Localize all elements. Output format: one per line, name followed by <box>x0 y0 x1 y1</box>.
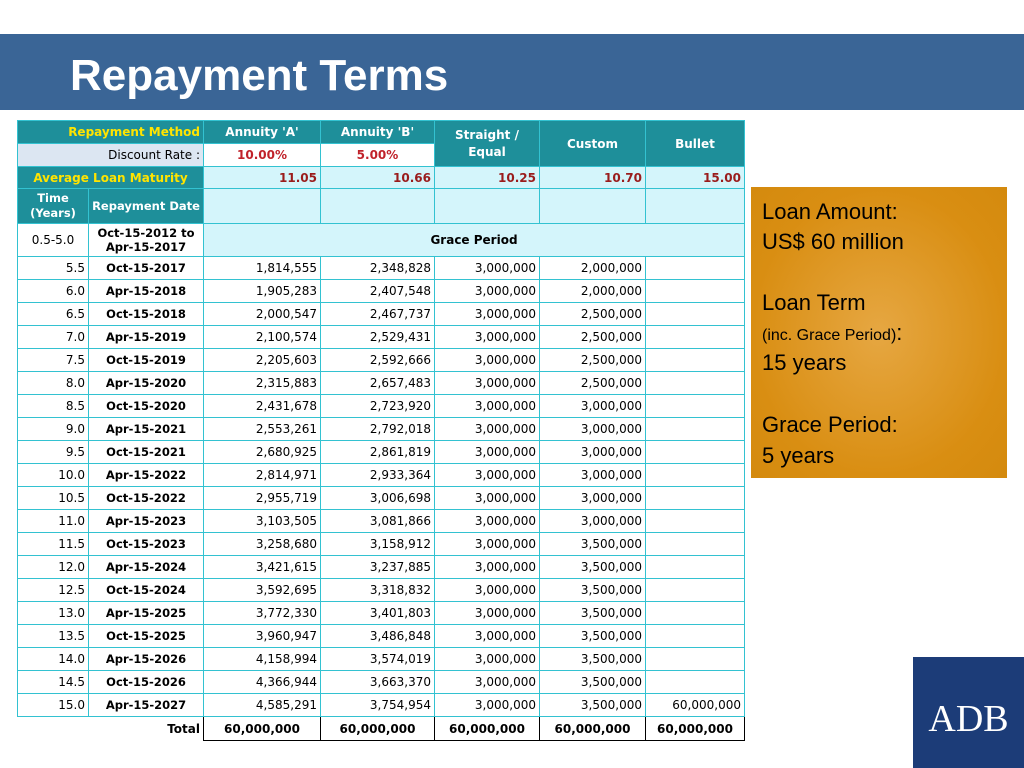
row-custom: 3,000,000 <box>540 510 646 533</box>
row-annuity-b: 3,574,019 <box>321 648 435 671</box>
table-row <box>18 280 745 303</box>
repayment-table <box>17 120 745 741</box>
row-annuity-b: 3,663,370 <box>321 671 435 694</box>
row-custom: 3,500,000 <box>540 625 646 648</box>
row-straight: 3,000,000 <box>435 303 540 326</box>
row-date: Oct-15-2017 <box>89 257 204 280</box>
row-custom: 3,500,000 <box>540 671 646 694</box>
row-date: Apr-15-2022 <box>89 464 204 487</box>
row-straight: 3,000,000 <box>435 487 540 510</box>
row-date: Oct-15-2019 <box>89 349 204 372</box>
grace-time: 0.5-5.0 <box>18 224 89 257</box>
total-custom: 60,000,000 <box>540 717 646 741</box>
total-label: Total <box>89 717 204 741</box>
row-annuity-b: 3,081,866 <box>321 510 435 533</box>
row-annuity-a: 3,592,695 <box>204 579 321 602</box>
row-annuity-a: 2,315,883 <box>204 372 321 395</box>
time-header: Time (Years) <box>18 189 89 224</box>
row-custom: 3,500,000 <box>540 694 646 717</box>
row-annuity-a: 4,158,994 <box>204 648 321 671</box>
row-date: Apr-15-2019 <box>89 326 204 349</box>
row-time: 8.0 <box>18 372 89 395</box>
row-straight: 3,000,000 <box>435 372 540 395</box>
row-custom: 3,500,000 <box>540 533 646 556</box>
row-time: 10.5 <box>18 487 89 510</box>
loan-term-value: 15 years <box>762 350 847 375</box>
row-annuity-a: 1,814,555 <box>204 257 321 280</box>
row-straight: 3,000,000 <box>435 556 540 579</box>
table-row <box>18 303 745 326</box>
avg-maturity-bullet: 15.00 <box>646 167 745 189</box>
row-annuity-b: 3,486,848 <box>321 625 435 648</box>
row-annuity-b: 2,592,666 <box>321 349 435 372</box>
row-bullet <box>646 372 745 395</box>
row-annuity-b: 2,407,548 <box>321 280 435 303</box>
row-custom: 3,000,000 <box>540 487 646 510</box>
table-row <box>18 556 745 579</box>
row-date: Apr-15-2024 <box>89 556 204 579</box>
repayment-method-label: Repayment Method <box>18 121 204 144</box>
row-straight: 3,000,000 <box>435 326 540 349</box>
row-straight: 3,000,000 <box>435 579 540 602</box>
row-bullet <box>646 510 745 533</box>
row-date: Apr-15-2025 <box>89 602 204 625</box>
row-custom: 3,000,000 <box>540 441 646 464</box>
row-custom: 2,500,000 <box>540 349 646 372</box>
row-custom: 3,500,000 <box>540 602 646 625</box>
total-spacer <box>18 717 89 741</box>
row-annuity-a: 2,553,261 <box>204 418 321 441</box>
row-custom: 3,000,000 <box>540 395 646 418</box>
row-bullet <box>646 556 745 579</box>
table-row <box>18 510 745 533</box>
row-straight: 3,000,000 <box>435 533 540 556</box>
grace-period-value: 5 years <box>762 443 835 468</box>
row-annuity-a: 3,960,947 <box>204 625 321 648</box>
row-time: 9.0 <box>18 418 89 441</box>
row-straight: 3,000,000 <box>435 648 540 671</box>
row-straight: 3,000,000 <box>435 257 540 280</box>
row-bullet <box>646 303 745 326</box>
row-bullet <box>646 395 745 418</box>
total-straight: 60,000,000 <box>435 717 540 741</box>
row-time: 11.5 <box>18 533 89 556</box>
row-time: 6.5 <box>18 303 89 326</box>
row-time: 14.5 <box>18 671 89 694</box>
row-date: Apr-15-2020 <box>89 372 204 395</box>
row-annuity-a: 2,680,925 <box>204 441 321 464</box>
row-annuity-a: 3,258,680 <box>204 533 321 556</box>
row-straight: 3,000,000 <box>435 625 540 648</box>
row-annuity-a: 3,103,505 <box>204 510 321 533</box>
row-annuity-b: 3,401,803 <box>321 602 435 625</box>
row-annuity-b: 3,006,698 <box>321 487 435 510</box>
row-annuity-b: 3,237,885 <box>321 556 435 579</box>
avg-maturity-b: 10.66 <box>321 167 435 189</box>
header-annuity-b: Annuity 'B' <box>321 121 435 144</box>
adb-logo-text: ADB <box>928 698 1009 740</box>
row-time: 7.5 <box>18 349 89 372</box>
table-row <box>18 326 745 349</box>
row-time: 13.0 <box>18 602 89 625</box>
row-annuity-a: 2,814,971 <box>204 464 321 487</box>
row-time: 12.0 <box>18 556 89 579</box>
row-bullet <box>646 602 745 625</box>
table-row <box>18 464 745 487</box>
row-date: Apr-15-2018 <box>89 280 204 303</box>
row-bullet <box>646 533 745 556</box>
row-annuity-a: 3,772,330 <box>204 602 321 625</box>
row-bullet <box>646 625 745 648</box>
loan-info-box <box>751 187 1007 478</box>
avg-maturity-straight: 10.25 <box>435 167 540 189</box>
row-bullet <box>646 648 745 671</box>
row-date: Oct-15-2021 <box>89 441 204 464</box>
row-annuity-a: 2,205,603 <box>204 349 321 372</box>
grace-date: Oct-15-2012 to Apr-15-2017 <box>89 224 204 257</box>
table-row <box>18 349 745 372</box>
row-bullet <box>646 441 745 464</box>
row-bullet <box>646 464 745 487</box>
discount-rate-b: 5.00% <box>321 144 435 167</box>
header-bullet: Bullet <box>646 121 745 167</box>
row-time: 8.5 <box>18 395 89 418</box>
row-straight: 3,000,000 <box>435 349 540 372</box>
row-time: 13.5 <box>18 625 89 648</box>
row-straight: 3,000,000 <box>435 280 540 303</box>
row-annuity-a: 2,431,678 <box>204 395 321 418</box>
row-date: Apr-15-2023 <box>89 510 204 533</box>
row-annuity-b: 3,318,832 <box>321 579 435 602</box>
row-bullet <box>646 579 745 602</box>
table-row <box>18 625 745 648</box>
row-custom: 3,000,000 <box>540 418 646 441</box>
avg-maturity-label: Average Loan Maturity <box>18 167 204 189</box>
row-time: 6.0 <box>18 280 89 303</box>
row-annuity-a: 4,585,291 <box>204 694 321 717</box>
header-custom: Custom <box>540 121 646 167</box>
row-time: 9.5 <box>18 441 89 464</box>
avg-maturity-a: 11.05 <box>204 167 321 189</box>
row-annuity-b: 3,754,954 <box>321 694 435 717</box>
row-custom: 3,500,000 <box>540 556 646 579</box>
row-time: 11.0 <box>18 510 89 533</box>
row-bullet <box>646 326 745 349</box>
row-annuity-b: 2,467,737 <box>321 303 435 326</box>
row-annuity-a: 4,366,944 <box>204 671 321 694</box>
table-row <box>18 602 745 625</box>
row-time: 7.0 <box>18 326 89 349</box>
grace-period-label: Grace Period: <box>762 412 898 437</box>
row-straight: 3,000,000 <box>435 418 540 441</box>
row-annuity-a: 2,000,547 <box>204 303 321 326</box>
row-custom: 2,500,000 <box>540 372 646 395</box>
adb-logo <box>913 657 1024 768</box>
row-bullet: 60,000,000 <box>646 694 745 717</box>
table-row <box>18 257 745 280</box>
loan-term-colon: : <box>896 320 903 345</box>
discount-rate-label: Discount Rate : <box>18 144 204 167</box>
row-annuity-b: 2,792,018 <box>321 418 435 441</box>
row-annuity-b: 2,861,819 <box>321 441 435 464</box>
header-annuity-a: Annuity 'A' <box>204 121 321 144</box>
row-bullet <box>646 349 745 372</box>
row-annuity-a: 1,905,283 <box>204 280 321 303</box>
total-row <box>18 717 745 741</box>
row-date: Oct-15-2020 <box>89 395 204 418</box>
table-row <box>18 395 745 418</box>
row-straight: 3,000,000 <box>435 464 540 487</box>
grace-period-cell: Grace Period <box>204 224 745 257</box>
row-time: 5.5 <box>18 257 89 280</box>
row-straight: 3,000,000 <box>435 671 540 694</box>
loan-term-note-line <box>762 320 902 349</box>
row-date: Oct-15-2018 <box>89 303 204 326</box>
total-annuity-a: 60,000,000 <box>204 717 321 741</box>
loan-amount-label: Loan Amount: <box>762 199 898 224</box>
row-date: Apr-15-2021 <box>89 418 204 441</box>
row-custom: 2,000,000 <box>540 257 646 280</box>
row-annuity-a: 2,955,719 <box>204 487 321 510</box>
row-annuity-b: 3,158,912 <box>321 533 435 556</box>
row-annuity-b: 2,529,431 <box>321 326 435 349</box>
row-custom: 2,000,000 <box>540 280 646 303</box>
table-row <box>18 441 745 464</box>
row-annuity-b: 2,657,483 <box>321 372 435 395</box>
loan-amount-value: US$ 60 million <box>762 229 904 254</box>
total-annuity-b: 60,000,000 <box>321 717 435 741</box>
row-bullet <box>646 671 745 694</box>
discount-rate-a: 10.00% <box>204 144 321 167</box>
row-date: Oct-15-2025 <box>89 625 204 648</box>
table-row <box>18 372 745 395</box>
row-time: 15.0 <box>18 694 89 717</box>
row-straight: 3,000,000 <box>435 694 540 717</box>
row-date: Oct-15-2024 <box>89 579 204 602</box>
table-row <box>18 671 745 694</box>
header-straight-equal: Straight / Equal <box>435 121 540 167</box>
row-annuity-b: 2,723,920 <box>321 395 435 418</box>
loan-term-label: Loan Term <box>762 290 866 315</box>
row-annuity-b: 2,348,828 <box>321 257 435 280</box>
row-straight: 3,000,000 <box>435 510 540 533</box>
row-bullet <box>646 280 745 303</box>
table-row <box>18 579 745 602</box>
row-time: 12.5 <box>18 579 89 602</box>
table-row <box>18 694 745 717</box>
avg-maturity-custom: 10.70 <box>540 167 646 189</box>
row-custom: 2,500,000 <box>540 303 646 326</box>
row-bullet <box>646 418 745 441</box>
row-date: Oct-15-2022 <box>89 487 204 510</box>
total-bullet: 60,000,000 <box>646 717 745 741</box>
date-header: Repayment Date <box>89 189 204 224</box>
page-title: Repayment Terms <box>70 51 449 100</box>
row-custom: 3,500,000 <box>540 648 646 671</box>
row-straight: 3,000,000 <box>435 395 540 418</box>
table-row <box>18 418 745 441</box>
row-annuity-a: 3,421,615 <box>204 556 321 579</box>
row-date: Apr-15-2027 <box>89 694 204 717</box>
row-time: 10.0 <box>18 464 89 487</box>
row-date: Oct-15-2023 <box>89 533 204 556</box>
row-time: 14.0 <box>18 648 89 671</box>
row-straight: 3,000,000 <box>435 441 540 464</box>
row-annuity-a: 2,100,574 <box>204 326 321 349</box>
row-custom: 3,500,000 <box>540 579 646 602</box>
row-custom: 2,500,000 <box>540 326 646 349</box>
table-row <box>18 648 745 671</box>
table-row <box>18 487 745 510</box>
row-custom: 3,000,000 <box>540 464 646 487</box>
row-bullet <box>646 487 745 510</box>
row-straight: 3,000,000 <box>435 602 540 625</box>
row-bullet <box>646 257 745 280</box>
loan-term-note: (inc. Grace Period) <box>762 327 897 344</box>
row-date: Oct-15-2026 <box>89 671 204 694</box>
row-date: Apr-15-2026 <box>89 648 204 671</box>
table-row <box>18 533 745 556</box>
row-annuity-b: 2,933,364 <box>321 464 435 487</box>
